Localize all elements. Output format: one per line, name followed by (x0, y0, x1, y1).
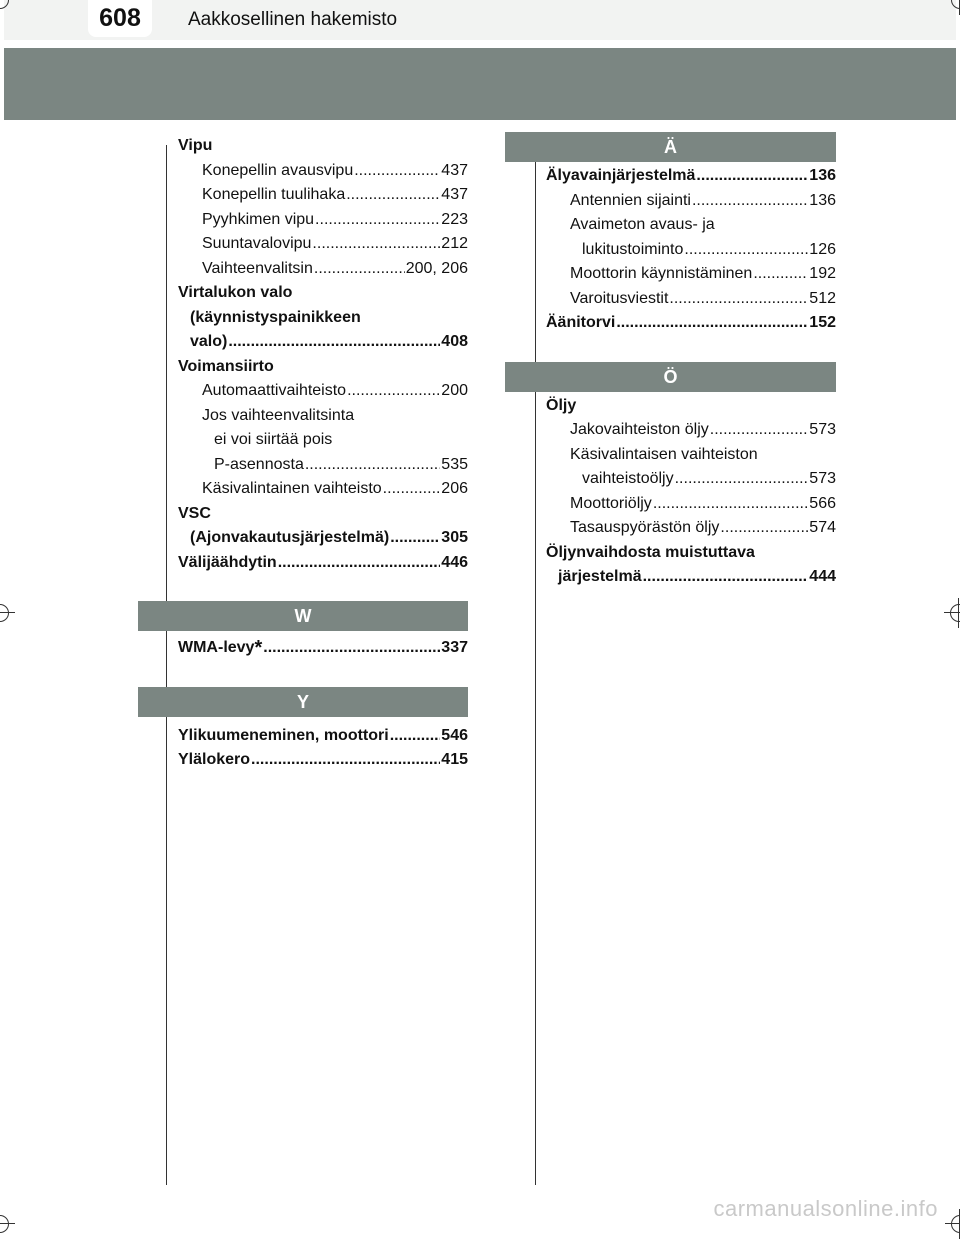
entry-label: Välijäähdytin (178, 553, 277, 571)
entry-label: Öljy (546, 396, 577, 414)
index-entry (178, 183, 468, 208)
page-reference[interactable]: 305 (441, 529, 468, 546)
section-oe-entries (546, 394, 836, 590)
section-header-oe: Ö (505, 362, 836, 392)
entry-label: Tasauspyörästön öljy (570, 519, 720, 536)
crop-mark-icon (0, 1209, 15, 1239)
page-reference[interactable]: 573 (809, 470, 836, 487)
dot-leader (251, 748, 440, 773)
page-reference[interactable]: 437 (441, 161, 468, 179)
index-entry (178, 502, 468, 527)
page-reference[interactable]: 200, 206 (405, 259, 468, 277)
entry-label: WMA-levy (178, 639, 255, 656)
entry-label: Vipu (178, 137, 213, 154)
entry-label: Öljynvaihdosta muistuttava (546, 543, 755, 561)
page-reference[interactable]: 136 (809, 167, 836, 184)
page-reference[interactable]: 212 (441, 235, 468, 252)
index-entry (546, 418, 836, 443)
index-entry (178, 748, 468, 773)
dot-leader (390, 724, 441, 749)
index-entry (546, 189, 836, 214)
entry-label: Automaattivaihteisto (202, 382, 347, 399)
dot-leader (346, 183, 440, 208)
index-entry (178, 306, 468, 331)
page-reference[interactable]: 512 (809, 289, 836, 307)
entry-label: Virtalukon valo (178, 284, 293, 301)
index-entry (546, 443, 836, 468)
section-ae-wrapper (505, 132, 836, 162)
dot-leader (753, 262, 808, 287)
dot-leader (643, 565, 809, 590)
entry-label: Ylälokero (178, 751, 251, 768)
entry-label: Moottoriöljy (570, 494, 652, 512)
index-entry (178, 428, 468, 453)
index-entry (178, 281, 468, 306)
left-top-entries (178, 134, 468, 575)
index-entry (546, 262, 836, 287)
entry-label: Konepellin avausvipu (202, 161, 354, 179)
entry-label: Älyavainjärjestelmä (546, 167, 696, 184)
page-reference[interactable]: 446 (441, 553, 468, 571)
entry-label: Antennien sijainti (570, 191, 691, 209)
page-reference[interactable]: 152 (809, 314, 836, 331)
entry-label: P-asennosta (214, 455, 304, 473)
section-w-entries (178, 636, 468, 661)
page-reference[interactable]: 535 (441, 455, 468, 473)
section-header-w: W (138, 601, 468, 631)
dot-leader (696, 164, 808, 189)
entry-label: Moottorin käynnistäminen (570, 265, 753, 282)
entry-label: Varoitusviestit (570, 289, 669, 307)
page-reference[interactable]: 408 (441, 333, 468, 350)
section-header-ae: Ä (505, 132, 836, 162)
entry-label: Äänitorvi (546, 314, 616, 331)
index-entry (546, 238, 836, 263)
right-column (546, 132, 836, 590)
index-entry (178, 355, 468, 380)
page-reference[interactable]: 337 (441, 639, 468, 656)
page-reference[interactable]: 223 (441, 210, 468, 228)
page-reference[interactable]: 574 (809, 519, 836, 536)
crop-mark-icon (945, 0, 960, 15)
dot-leader (710, 418, 809, 443)
page-reference[interactable]: 136 (809, 191, 836, 209)
registration-mark-icon (0, 598, 15, 628)
index-entry (178, 404, 468, 429)
index-entry (178, 232, 468, 257)
index-entry (178, 257, 468, 282)
page-reference[interactable]: 546 (441, 726, 468, 744)
entry-label: ei voi siirtää pois (214, 431, 333, 448)
page-reference[interactable]: 437 (441, 186, 468, 203)
index-entry (546, 516, 836, 541)
entry-label: Vaihteenvalitsin (202, 259, 313, 277)
page-number: 608 (88, 0, 152, 37)
dot-leader (305, 453, 440, 478)
dot-leader (315, 208, 440, 233)
dot-leader (616, 311, 808, 336)
left-column (178, 134, 468, 773)
page-reference[interactable]: 126 (809, 240, 836, 258)
index-entry (178, 134, 468, 159)
index-entry (178, 526, 468, 551)
page-reference[interactable]: 192 (809, 265, 836, 282)
section-ae-entries (546, 164, 836, 336)
entry-label: Jakovaihteiston öljy (570, 421, 709, 438)
entry-label: (Ajonvakautusjärjestelmä) (190, 529, 390, 546)
index-entry (178, 379, 468, 404)
index-entry (546, 287, 836, 312)
index-entry (546, 541, 836, 566)
dot-leader (312, 232, 440, 257)
index-entry (546, 311, 836, 336)
crop-mark-icon (0, 0, 15, 15)
dot-leader (263, 636, 440, 661)
page-reference[interactable]: 566 (809, 494, 836, 512)
entry-label: Avaimeton avaus- ja (570, 216, 715, 233)
dot-leader (675, 467, 809, 492)
section-header-y: Y (138, 687, 468, 717)
page-reference[interactable]: 200 (441, 382, 468, 399)
index-entry (178, 330, 468, 355)
entry-label: Käsivalintaisen vaihteiston (570, 445, 758, 463)
page-reference[interactable]: 444 (809, 568, 836, 585)
dot-leader (314, 257, 405, 282)
entry-label: Konepellin tuulihaka (202, 186, 346, 203)
section-w-wrapper (138, 601, 468, 631)
entry-label: Suuntavalovipu (202, 235, 312, 252)
entry-label: (käynnistyspainikkeen (190, 308, 361, 326)
page-reference[interactable]: 415 (441, 751, 468, 768)
entry-label: Pyyhkimen vipu (202, 210, 315, 228)
entry-label: Jos vaihteenvalitsinta (202, 406, 355, 424)
entry-label: järjestelmä (558, 568, 642, 585)
dot-leader (347, 379, 440, 404)
section-y-wrapper (138, 687, 468, 717)
header-band (4, 48, 956, 120)
registration-mark-icon (944, 598, 960, 628)
dot-leader (653, 492, 808, 517)
dot-leader (692, 189, 808, 214)
entry-label: Käsivalintainen vaihteisto (202, 480, 382, 497)
index-entry (178, 551, 468, 576)
dot-leader (720, 516, 808, 541)
page-reference[interactable]: 206 (441, 480, 468, 497)
index-entry (178, 208, 468, 233)
index-entry (546, 492, 836, 517)
dot-leader (354, 159, 440, 184)
index-entry (546, 164, 836, 189)
dot-leader (278, 551, 441, 576)
entry-label: Ylikuumeneminen, moottori (178, 726, 389, 744)
entry-label: VSC (178, 504, 211, 522)
page-title: Aakkosellinen hakemisto (188, 9, 398, 30)
index-entry (178, 477, 468, 502)
section-y-entries (178, 724, 468, 773)
index-entry (546, 213, 836, 238)
watermark: carmanualsonline.info (713, 1196, 938, 1221)
dot-leader (228, 330, 440, 355)
entry-label: valo) (190, 333, 228, 350)
dot-leader (684, 238, 808, 263)
index-entry: WMA-levy * ..... 337 (178, 636, 468, 661)
entry-label: lukitustoiminto (582, 240, 684, 258)
entry-label: vaihteistoöljy (582, 470, 674, 487)
crop-mark-icon (945, 1209, 960, 1239)
right-column-rule (535, 145, 536, 1185)
left-column-rule (166, 145, 167, 1185)
dot-leader (390, 526, 440, 551)
index-entry (546, 467, 836, 492)
index-entry (178, 453, 468, 478)
section-oe-wrapper (505, 362, 836, 392)
dot-leader (669, 287, 808, 312)
index-entry (178, 159, 468, 184)
dot-leader (383, 477, 441, 502)
index-entry (546, 394, 836, 419)
index-entry (178, 724, 468, 749)
page-reference[interactable]: 573 (809, 421, 836, 438)
entry-label: Voimansiirto (178, 357, 274, 375)
index-entry (546, 565, 836, 590)
